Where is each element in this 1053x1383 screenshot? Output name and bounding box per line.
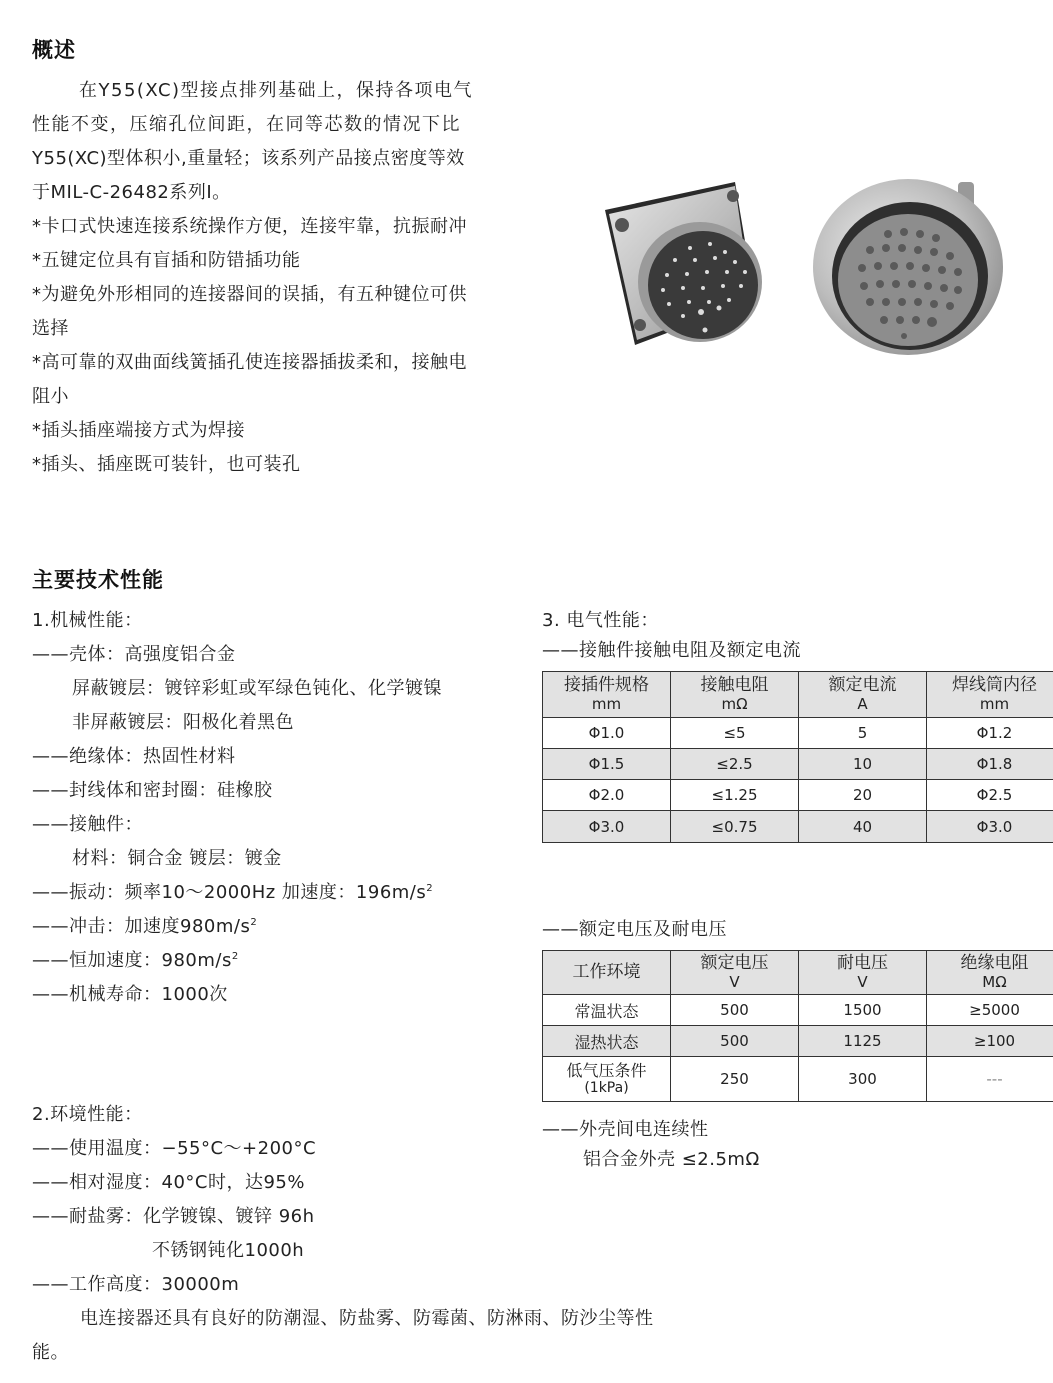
square-flange-receptacle-image — [595, 180, 795, 350]
contact-table — [542, 671, 1053, 843]
const-accel-line: ——恒加速度：$980m/s^2$ — [32, 950, 239, 971]
continuity-value: 铝合金外壳 ≤2.5mΩ — [583, 1149, 760, 1170]
table-header: 绝缘电阻 MΩ — [927, 951, 1053, 995]
life-line: ——机械寿命：1000次 — [32, 984, 228, 1005]
feature-item: *五键定位具有盲插和防错插功能 — [32, 250, 301, 271]
feature-item: 阻小 — [32, 386, 69, 407]
paragraph-line: Y55(XC)型体积小,重量轻；该系列产品接点密度等效 — [32, 148, 465, 169]
spec-line: ——工作高度：30000m — [32, 1274, 240, 1295]
spec-line: ——耐盐雾：化学镀镍、镀锌 96h — [32, 1206, 315, 1227]
spec-line: 非屏蔽镀层：阳极化着黑色 — [72, 712, 294, 733]
table-row: Φ1.5 ≤2.5 10 Φ1.8 — [543, 749, 1053, 780]
contact-table-caption: ——接触件接触电阻及额定电流 — [542, 640, 801, 661]
circular-plug-image — [808, 172, 1008, 357]
table-row: 湿热状态 500 1125 ≥100 — [543, 1026, 1053, 1057]
table-header: 接插件规格 mm — [543, 672, 671, 718]
spec-line: ——接触件： — [32, 814, 143, 835]
table-header: 焊线筒内径 mm — [927, 672, 1053, 718]
spec-line: 屏蔽镀层：镀锌彩虹或军绿色钝化、化学镀镍 — [72, 678, 442, 699]
table-row: Φ3.0 ≤0.75 40 Φ3.0 — [543, 811, 1053, 843]
feature-item: *插头插座端接方式为焊接 — [32, 420, 245, 441]
overview-title: 概述 — [32, 38, 76, 62]
spec-line: 不锈钢钝化1000h — [152, 1240, 305, 1261]
table-header: 接触电阻 mΩ — [671, 672, 799, 718]
environmental-heading: 2.环境性能： — [32, 1104, 143, 1125]
spec-line: ——壳体：高强度铝合金 — [32, 644, 236, 665]
feature-item: *高可靠的双曲面线簧插孔使连接器插拔柔和，接触电 — [32, 352, 467, 373]
feature-item: *插头、插座既可装针，也可装孔 — [32, 454, 301, 475]
feature-item: *为避免外形相同的连接器间的误插，有五种键位可供 — [32, 284, 467, 305]
tech-title: 主要技术性能 — [32, 568, 164, 592]
feature-item: 选择 — [32, 318, 69, 339]
feature-item: *卡口式快速连接系统操作方便，连接牢靠，抗振耐冲 — [32, 216, 467, 237]
table-row: Φ2.0 ≤1.25 20 Φ2.5 — [543, 780, 1053, 811]
spec-line: ——使用温度：−55°C～+200°C — [32, 1138, 317, 1159]
table-row: 常温状态 500 1500 ≥5000 — [543, 995, 1053, 1026]
mechanical-section — [32, 604, 442, 1012]
table-header: 工作环境 — [543, 951, 671, 995]
table-header-row — [543, 672, 1053, 718]
voltage-table-caption: ——额定电压及耐电压 — [542, 919, 727, 940]
table-row: Φ1.0 ≤5 5 Φ1.2 — [543, 718, 1053, 749]
table-row: 低气压条件 (1kPa) 250 300 --- — [543, 1057, 1053, 1102]
spec-line: 材料：铜合金 镀层：镀金 — [72, 848, 282, 869]
electrical-heading: 3. 电气性能： — [542, 610, 659, 631]
continuity-caption: ——外壳间电连续性 — [542, 1119, 709, 1140]
spec-line: ——封线体和密封圈：硅橡胶 — [32, 780, 273, 801]
mechanical-heading: 1.机械性能： — [32, 610, 143, 631]
table-header-row — [543, 951, 1053, 995]
table-header: 额定电压 V — [671, 951, 799, 995]
overview-paragraph — [32, 74, 473, 482]
table-header: 耐电压 V — [799, 951, 927, 995]
voltage-table — [542, 950, 1053, 1102]
closing-line: 能。 — [32, 1342, 69, 1363]
spec-line: ——相对湿度：40°C时，达95% — [32, 1172, 305, 1193]
vibration-line: ——振动：频率10～2000Hz 加速度：$196m/s^2$ — [32, 882, 434, 903]
shock-line: ——冲击：加速度$980m/s^2$ — [32, 916, 258, 937]
spec-line: ——绝缘体：热固性材料 — [32, 746, 236, 767]
closing-line: 电连接器还具有良好的防潮湿、防盐雾、防霉菌、防淋雨、防沙尘等性 — [80, 1308, 654, 1329]
paragraph-line: 在Y55(XC)型接点排列基础上，保持各项电气 — [79, 80, 474, 101]
paragraph-line: 于MIL-C-26482系列I。 — [32, 182, 231, 203]
table-header: 额定电流 A — [799, 672, 927, 718]
paragraph-line: 性能不变，压缩孔位间距，在同等芯数的情况下比 — [32, 114, 461, 135]
